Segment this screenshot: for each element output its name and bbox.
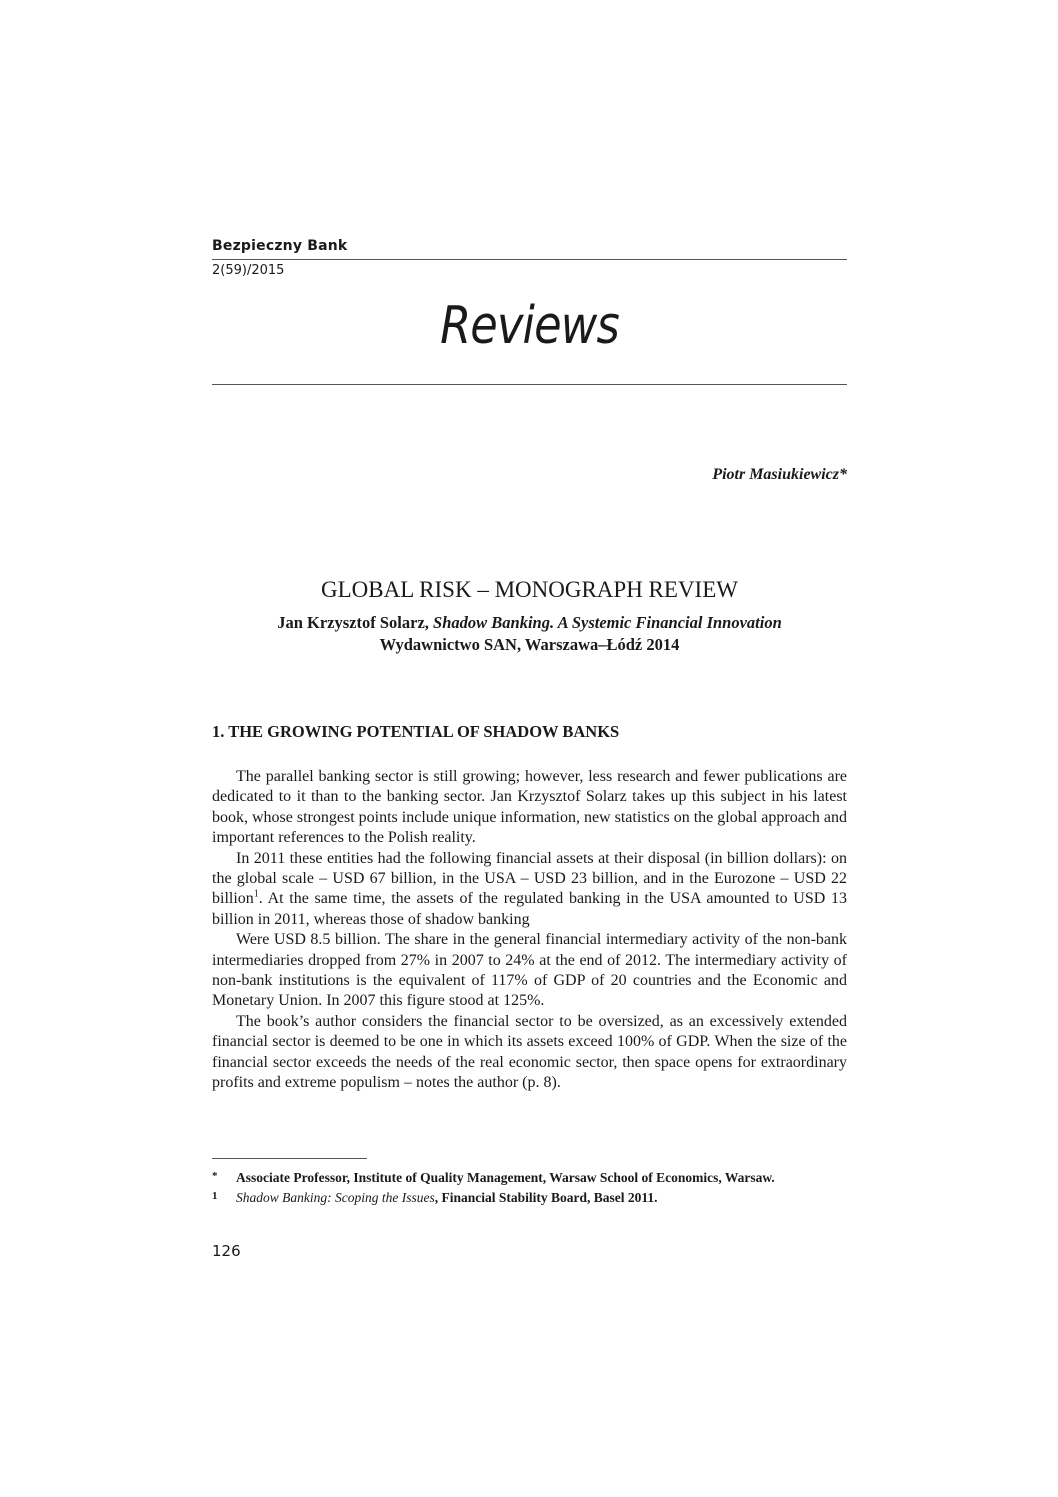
paragraph: The book’s author considers the financial sector to be oversized, as an excessively extended financial sector is deemed to be one in which its assets exceed 100% of GDP. When the size of the financial sector exceeds the needs of the real economic sector, then space opens for extraordinary profits and extreme populism – notes the author (p. 8). <box>212 1012 847 1092</box>
footnotes <box>212 1168 847 1208</box>
footnote-text: , Financial Stability Board, Basel 2011. <box>434 1190 658 1205</box>
header-rule <box>212 259 847 260</box>
footnote <box>212 1188 847 1208</box>
paragraph-text: In 2011 these entities had the following financial assets at their disposal (in billion dollars): on the global scale – USD 67 billion, in the USA – USD 23 billion, and in the Eurozone – USD 22 billion <box>212 849 847 908</box>
journal-name: Bezpieczny Bank <box>212 238 348 254</box>
section-title: Reviews <box>440 296 619 356</box>
page-number: 126 <box>212 1242 241 1260</box>
issue-number: 2(59)/2015 <box>212 263 285 278</box>
book-reference <box>212 612 847 656</box>
paragraph: Were USD 8.5 billion. The share in the general financial intermediary activity of the non-bank intermediaries dropped from 27% in 2007 to 24% at the end of 2012. The intermediary activity of non-bank institutions is the equivalent of 117% of GDP of 20 countries and the Economic and Monetary Union. In 2007 this figure stood at 125%. <box>212 931 847 1010</box>
paragraph: The parallel banking sector is still growing; however, less research and fewer publications are dedicated to it than to the banking sector. Jan Krzysztof Solarz takes up this subject in his latest book, whose strongest points include unique information, new statistics on the global approach and important references to the Polish reality. <box>212 768 847 847</box>
footnote-source-title: Shadow Banking: Scoping the Issues <box>236 1190 435 1205</box>
section-heading: 1. THE GROWING POTENTIAL OF SHADOW BANKS <box>212 722 620 741</box>
footnote-ref[interactable]: 1 <box>253 889 259 901</box>
article-title: GLOBAL RISK – MONOGRAPH REVIEW <box>321 577 738 602</box>
footnote-mark: 1 <box>212 1190 218 1202</box>
footnote-rule <box>212 1158 367 1159</box>
footnote-text: Associate Professor, Institute of Quality Management, Warsaw School of Economics, Warsaw. <box>236 1170 775 1185</box>
paragraph <box>212 849 847 931</box>
book-title: Shadow Banking. A Systemic Financial Innovation <box>433 613 782 632</box>
footnote-mark: * <box>212 1170 218 1182</box>
paragraph-text: . At the same time, the assets of the regulated banking in the USA amounted to USD 13 billion in 2011, whereas those of shadow banking <box>212 890 847 928</box>
article-author: Piotr Masiukiewicz* <box>712 466 847 483</box>
book-publisher: Wydawnictwo SAN, Warszawa–Łódź 2014 <box>379 635 680 654</box>
book-line <box>212 612 847 634</box>
footnote <box>212 1168 847 1188</box>
section-rule <box>212 384 847 385</box>
book-author: Jan Krzysztof Solarz, <box>277 613 434 632</box>
article-body <box>212 767 847 1094</box>
